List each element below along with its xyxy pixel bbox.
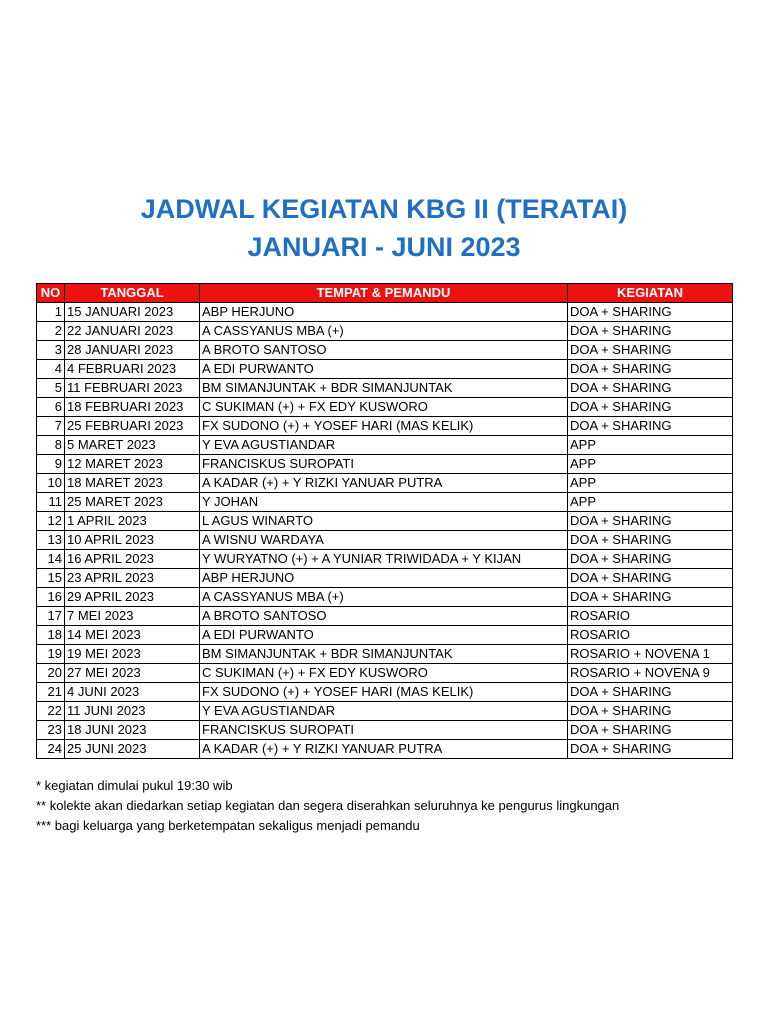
cell-tanggal: 27 MEI 2023 xyxy=(65,664,200,683)
cell-tanggal: 14 MEI 2023 xyxy=(65,626,200,645)
table-row xyxy=(37,626,733,645)
cell-no: 22 xyxy=(37,702,65,721)
cell-no: 15 xyxy=(37,569,65,588)
cell-tempat-pemandu: Y EVA AGUSTIANDAR xyxy=(200,436,568,455)
cell-kegiatan: DOA + SHARING xyxy=(568,683,733,702)
cell-tempat-pemandu: Y JOHAN xyxy=(200,493,568,512)
cell-kegiatan: DOA + SHARING xyxy=(568,322,733,341)
title-line-1: JADWAL KEGIATAN KBG II (TERATAI) xyxy=(140,194,628,224)
cell-tanggal: 18 MARET 2023 xyxy=(65,474,200,493)
cell-tempat-pemandu: A EDI PURWANTO xyxy=(200,626,568,645)
table-row xyxy=(37,360,733,379)
table-row xyxy=(37,531,733,550)
cell-tanggal: 11 FEBRUARI 2023 xyxy=(65,379,200,398)
cell-no: 10 xyxy=(37,474,65,493)
cell-no: 19 xyxy=(37,645,65,664)
table-row xyxy=(37,417,733,436)
cell-tanggal: 10 APRIL 2023 xyxy=(65,531,200,550)
cell-tanggal: 22 JANUARI 2023 xyxy=(65,322,200,341)
cell-tempat-pemandu: A KADAR (+) + Y RIZKI YANUAR PUTRA xyxy=(200,740,568,759)
cell-tempat-pemandu: FRANCISKUS SUROPATI xyxy=(200,721,568,740)
cell-tempat-pemandu: Y EVA AGUSTIANDAR xyxy=(200,702,568,721)
cell-tanggal: 23 APRIL 2023 xyxy=(65,569,200,588)
table-row xyxy=(37,740,733,759)
cell-tempat-pemandu: Y WURYATNO (+) + A YUNIAR TRIWIDADA + Y KIJAN xyxy=(200,550,568,569)
cell-tempat-pemandu: A BROTO SANTOSO xyxy=(200,341,568,360)
cell-kegiatan: DOA + SHARING xyxy=(568,721,733,740)
cell-tempat-pemandu: A CASSYANUS MBA (+) xyxy=(200,322,568,341)
cell-tempat-pemandu: L AGUS WINARTO xyxy=(200,512,568,531)
cell-tanggal: 28 JANUARI 2023 xyxy=(65,341,200,360)
table-row xyxy=(37,341,733,360)
cell-no: 6 xyxy=(37,398,65,417)
header-kegiatan: KEGIATAN xyxy=(568,284,733,303)
table-row xyxy=(37,569,733,588)
cell-tempat-pemandu: A EDI PURWANTO xyxy=(200,360,568,379)
cell-tempat-pemandu: C SUKIMAN (+) + FX EDY KUSWORO xyxy=(200,664,568,683)
table-body xyxy=(37,303,733,759)
cell-tanggal: 18 JUNI 2023 xyxy=(65,721,200,740)
cell-tanggal: 4 JUNI 2023 xyxy=(65,683,200,702)
cell-tanggal: 16 APRIL 2023 xyxy=(65,550,200,569)
cell-tanggal: 12 MARET 2023 xyxy=(65,455,200,474)
table-row xyxy=(37,607,733,626)
cell-kegiatan: DOA + SHARING xyxy=(568,398,733,417)
table-row xyxy=(37,550,733,569)
cell-no: 7 xyxy=(37,417,65,436)
cell-kegiatan: APP xyxy=(568,436,733,455)
cell-tempat-pemandu: A CASSYANUS MBA (+) xyxy=(200,588,568,607)
table-row xyxy=(37,664,733,683)
cell-kegiatan: APP xyxy=(568,474,733,493)
cell-tempat-pemandu: A BROTO SANTOSO xyxy=(200,607,568,626)
table-row xyxy=(37,683,733,702)
cell-tanggal: 4 FEBRUARI 2023 xyxy=(65,360,200,379)
cell-kegiatan: DOA + SHARING xyxy=(568,512,733,531)
document-title xyxy=(0,190,768,266)
cell-tanggal: 18 FEBRUARI 2023 xyxy=(65,398,200,417)
cell-no: 9 xyxy=(37,455,65,474)
cell-kegiatan: APP xyxy=(568,455,733,474)
cell-tempat-pemandu: FRANCISKUS SUROPATI xyxy=(200,455,568,474)
cell-no: 3 xyxy=(37,341,65,360)
cell-tanggal: 19 MEI 2023 xyxy=(65,645,200,664)
cell-no: 2 xyxy=(37,322,65,341)
cell-kegiatan: DOA + SHARING xyxy=(568,379,733,398)
header-tanggal: TANGGAL xyxy=(65,284,200,303)
cell-no: 11 xyxy=(37,493,65,512)
footnote-3: *** bagi keluarga yang berketempatan sekaligus menjadi pemandu xyxy=(36,818,420,833)
cell-tanggal: 5 MARET 2023 xyxy=(65,436,200,455)
cell-kegiatan: ROSARIO xyxy=(568,626,733,645)
cell-no: 20 xyxy=(37,664,65,683)
cell-kegiatan: DOA + SHARING xyxy=(568,417,733,436)
cell-tanggal: 1 APRIL 2023 xyxy=(65,512,200,531)
table-row xyxy=(37,702,733,721)
cell-no: 4 xyxy=(37,360,65,379)
cell-kegiatan: DOA + SHARING xyxy=(568,550,733,569)
cell-no: 24 xyxy=(37,740,65,759)
cell-kegiatan: DOA + SHARING xyxy=(568,702,733,721)
cell-kegiatan: ROSARIO + NOVENA 1 xyxy=(568,645,733,664)
cell-kegiatan: ROSARIO xyxy=(568,607,733,626)
cell-no: 13 xyxy=(37,531,65,550)
cell-tanggal: 25 MARET 2023 xyxy=(65,493,200,512)
cell-no: 5 xyxy=(37,379,65,398)
cell-no: 14 xyxy=(37,550,65,569)
footnote-1: * kegiatan dimulai pukul 19:30 wib xyxy=(36,778,233,793)
cell-kegiatan: DOA + SHARING xyxy=(568,531,733,550)
cell-kegiatan: APP xyxy=(568,493,733,512)
cell-no: 17 xyxy=(37,607,65,626)
table-row xyxy=(37,303,733,322)
table-row xyxy=(37,721,733,740)
table-row xyxy=(37,588,733,607)
footnotes xyxy=(36,776,619,836)
table-row xyxy=(37,493,733,512)
cell-kegiatan: DOA + SHARING xyxy=(568,740,733,759)
schedule-table xyxy=(36,283,733,759)
table-row xyxy=(37,645,733,664)
header-tempat-pemandu: TEMPAT & PEMANDU xyxy=(200,284,568,303)
table-row xyxy=(37,455,733,474)
cell-tempat-pemandu: BM SIMANJUNTAK + BDR SIMANJUNTAK xyxy=(200,645,568,664)
cell-no: 8 xyxy=(37,436,65,455)
table-row xyxy=(37,322,733,341)
cell-tanggal: 11 JUNI 2023 xyxy=(65,702,200,721)
cell-no: 21 xyxy=(37,683,65,702)
cell-tanggal: 15 JANUARI 2023 xyxy=(65,303,200,322)
title-line-2: JANUARI - JUNI 2023 xyxy=(247,232,521,262)
table-row xyxy=(37,398,733,417)
cell-tempat-pemandu: C SUKIMAN (+) + FX EDY KUSWORO xyxy=(200,398,568,417)
cell-no: 1 xyxy=(37,303,65,322)
cell-kegiatan: DOA + SHARING xyxy=(568,303,733,322)
cell-tanggal: 25 JUNI 2023 xyxy=(65,740,200,759)
cell-tempat-pemandu: FX SUDONO (+) + YOSEF HARI (MAS KELIK) xyxy=(200,417,568,436)
table-row xyxy=(37,379,733,398)
table-row xyxy=(37,474,733,493)
cell-tempat-pemandu: ABP HERJUNO xyxy=(200,303,568,322)
cell-no: 18 xyxy=(37,626,65,645)
header-no: NO xyxy=(37,284,65,303)
cell-tempat-pemandu: BM SIMANJUNTAK + BDR SIMANJUNTAK xyxy=(200,379,568,398)
cell-no: 23 xyxy=(37,721,65,740)
cell-tanggal: 25 FEBRUARI 2023 xyxy=(65,417,200,436)
table-row xyxy=(37,512,733,531)
cell-no: 16 xyxy=(37,588,65,607)
cell-kegiatan: DOA + SHARING xyxy=(568,360,733,379)
table-row xyxy=(37,436,733,455)
cell-tempat-pemandu: A WISNU WARDAYA xyxy=(200,531,568,550)
cell-tanggal: 29 APRIL 2023 xyxy=(65,588,200,607)
cell-tempat-pemandu: FX SUDONO (+) + YOSEF HARI (MAS KELIK) xyxy=(200,683,568,702)
table-header-row xyxy=(37,284,733,303)
cell-kegiatan: DOA + SHARING xyxy=(568,341,733,360)
cell-no: 12 xyxy=(37,512,65,531)
cell-tempat-pemandu: A KADAR (+) + Y RIZKI YANUAR PUTRA xyxy=(200,474,568,493)
footnote-2: ** kolekte akan diedarkan setiap kegiatan dan segera diserahkan seluruhnya ke pengurus lingkungan xyxy=(36,798,620,813)
cell-kegiatan: ROSARIO + NOVENA 9 xyxy=(568,664,733,683)
cell-kegiatan: DOA + SHARING xyxy=(568,569,733,588)
cell-kegiatan: DOA + SHARING xyxy=(568,588,733,607)
cell-tempat-pemandu: ABP HERJUNO xyxy=(200,569,568,588)
cell-tanggal: 7 MEI 2023 xyxy=(65,607,200,626)
